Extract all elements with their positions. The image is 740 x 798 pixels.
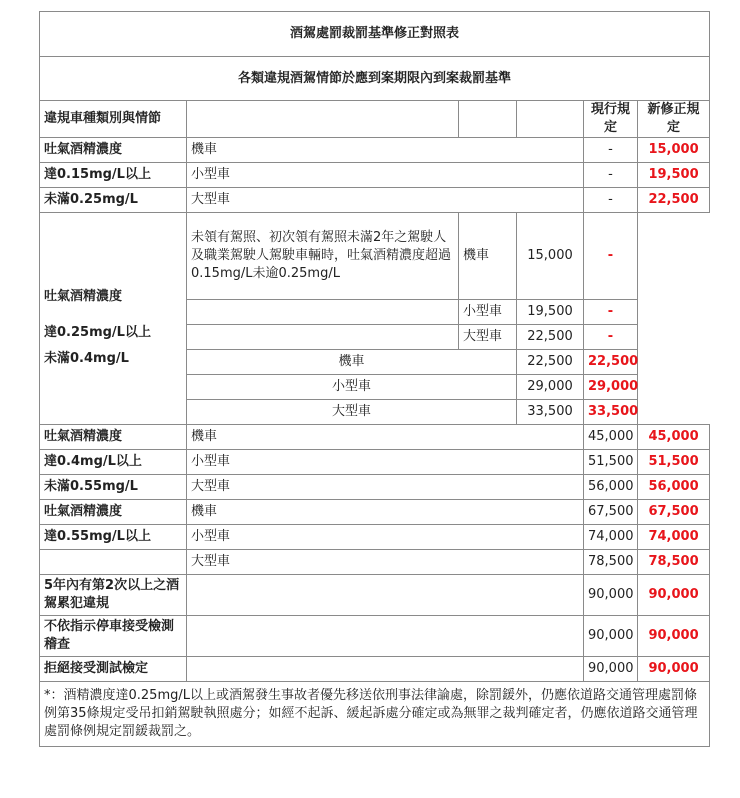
- revised-value: 90,000: [638, 657, 710, 682]
- revised-value: -: [584, 213, 638, 300]
- current-value: 45,000: [584, 425, 638, 450]
- revised-value: 33,500: [584, 400, 638, 425]
- repeat-offense-label: 5年內有第2次以上之酒駕累犯違規: [40, 575, 187, 616]
- group2-label-cell: [40, 213, 187, 425]
- current-value: -: [584, 138, 638, 163]
- vehicle-cell: 機車: [187, 138, 584, 163]
- current-value: 51,500: [584, 450, 638, 475]
- table-row: [40, 213, 710, 300]
- revised-value: 22,500: [584, 350, 638, 375]
- header-current: 現行規定: [584, 101, 638, 138]
- current-value: -: [584, 163, 638, 188]
- revised-value: 67,500: [638, 500, 710, 525]
- group1-line3: 未滿0.25mg/L: [40, 188, 187, 213]
- header-category: 違規車種類別與情節: [40, 101, 187, 138]
- group3-line2: 達0.4mg/L以上: [40, 450, 187, 475]
- vehicle-cell: 大型車: [187, 188, 584, 213]
- table-subtitle: 各類違規酒駕情節於應到案期限內到案裁罰基準: [40, 57, 710, 101]
- current-value: -: [584, 188, 638, 213]
- revised-value: 90,000: [638, 616, 710, 657]
- table-title: 酒駕處罰裁罰基準修正對照表: [40, 12, 710, 57]
- table-row: [40, 188, 710, 213]
- vehicle-cell: 小型車: [187, 525, 584, 550]
- revised-value: 74,000: [638, 525, 710, 550]
- current-value: 67,500: [584, 500, 638, 525]
- revised-value: -: [584, 325, 638, 350]
- table-row: [40, 500, 710, 525]
- vehicle-cell: 小型車: [459, 300, 517, 325]
- header-blank-1: [187, 101, 459, 138]
- group1-line2: 達0.15mg/L以上: [40, 163, 187, 188]
- blank-cell: [187, 616, 584, 657]
- table-row: [40, 525, 710, 550]
- vehicle-cell: 大型車: [187, 475, 584, 500]
- vehicle-cell: 小型車: [187, 450, 584, 475]
- current-value: 78,500: [584, 550, 638, 575]
- revised-value: 56,000: [638, 475, 710, 500]
- group3-line3: 未滿0.55mg/L: [40, 475, 187, 500]
- revised-value: 15,000: [638, 138, 710, 163]
- table-row: [40, 450, 710, 475]
- blank-cell: [187, 300, 459, 325]
- table-row: [40, 138, 710, 163]
- group4-line2: 達0.55mg/L以上: [40, 525, 187, 550]
- group2-line1: 吐氣酒精濃度: [44, 289, 123, 304]
- table-row: [40, 657, 710, 682]
- current-value: 74,000: [584, 525, 638, 550]
- revised-value: -: [584, 300, 638, 325]
- vehicle-cell: 機車: [187, 500, 584, 525]
- group2-line2: 達0.25mg/L以上: [44, 325, 151, 340]
- revised-value: 90,000: [638, 575, 710, 616]
- vehicle-cell: 機車: [187, 425, 584, 450]
- table-row: [40, 475, 710, 500]
- current-value: 33,500: [517, 400, 584, 425]
- vehicle-cell: 機車: [459, 213, 517, 300]
- revised-value: 29,000: [584, 375, 638, 400]
- current-value: 19,500: [517, 300, 584, 325]
- group2-line3: 未滿0.4mg/L: [44, 351, 129, 366]
- current-value: 22,500: [517, 350, 584, 375]
- current-value: 22,500: [517, 325, 584, 350]
- refuse-test-label: 拒絕接受測試檢定: [40, 657, 187, 682]
- blank-cell: [187, 575, 584, 616]
- blank-cell: [40, 550, 187, 575]
- revised-value: 22,500: [638, 188, 710, 213]
- current-value: 90,000: [584, 657, 638, 682]
- table-row: [40, 550, 710, 575]
- current-value: 90,000: [584, 575, 638, 616]
- vehicle-cell: 大型車: [187, 550, 584, 575]
- table-row: [40, 616, 710, 657]
- vehicle-cell: 小型車: [187, 163, 584, 188]
- special-condition: 未領有駕照、初次領有駕照未滿2年之駕駛人及職業駕駛人駕駛車輛時，吐氣酒精濃度超過0.15mg/L未逾0.25mg/L: [187, 213, 459, 300]
- current-value: 15,000: [517, 213, 584, 300]
- header-blank-3: [517, 101, 584, 138]
- current-value: 29,000: [517, 375, 584, 400]
- footnote: *：酒精濃度達0.25mg/L以上或酒駕發生事故者優先移送依刑事法律論處，除罰鍰外，仍應依道路交通管理處罰條例第35條規定受吊扣銷駕駛執照處分；如經不起訴、緩起訴處分確定或為無罪之裁判確定者，仍應依道路交通管理處罰條例規定罰鍰裁罰之。: [40, 682, 710, 747]
- revised-value: 19,500: [638, 163, 710, 188]
- penalty-table-container: [39, 11, 709, 747]
- table-row: [40, 575, 710, 616]
- header-revised: 新修正規定: [638, 101, 710, 138]
- header-blank-2: [459, 101, 517, 138]
- blank-cell: [187, 325, 459, 350]
- revised-value: 45,000: [638, 425, 710, 450]
- penalty-comparison-table: [39, 11, 710, 747]
- vehicle-cell: 機車: [187, 350, 517, 375]
- revised-value: 78,500: [638, 550, 710, 575]
- group4-line1: 吐氣酒精濃度: [40, 500, 187, 525]
- revised-value: 51,500: [638, 450, 710, 475]
- vehicle-cell: 大型車: [459, 325, 517, 350]
- current-value: 56,000: [584, 475, 638, 500]
- current-value: 90,000: [584, 616, 638, 657]
- blank-cell: [187, 657, 584, 682]
- vehicle-cell: 大型車: [187, 400, 517, 425]
- table-row: [40, 163, 710, 188]
- vehicle-cell: 小型車: [187, 375, 517, 400]
- no-stop-label: 不依指示停車接受檢測稽查: [40, 616, 187, 657]
- group1-line1: 吐氣酒精濃度: [40, 138, 187, 163]
- group3-line1: 吐氣酒精濃度: [40, 425, 187, 450]
- table-row: [40, 425, 710, 450]
